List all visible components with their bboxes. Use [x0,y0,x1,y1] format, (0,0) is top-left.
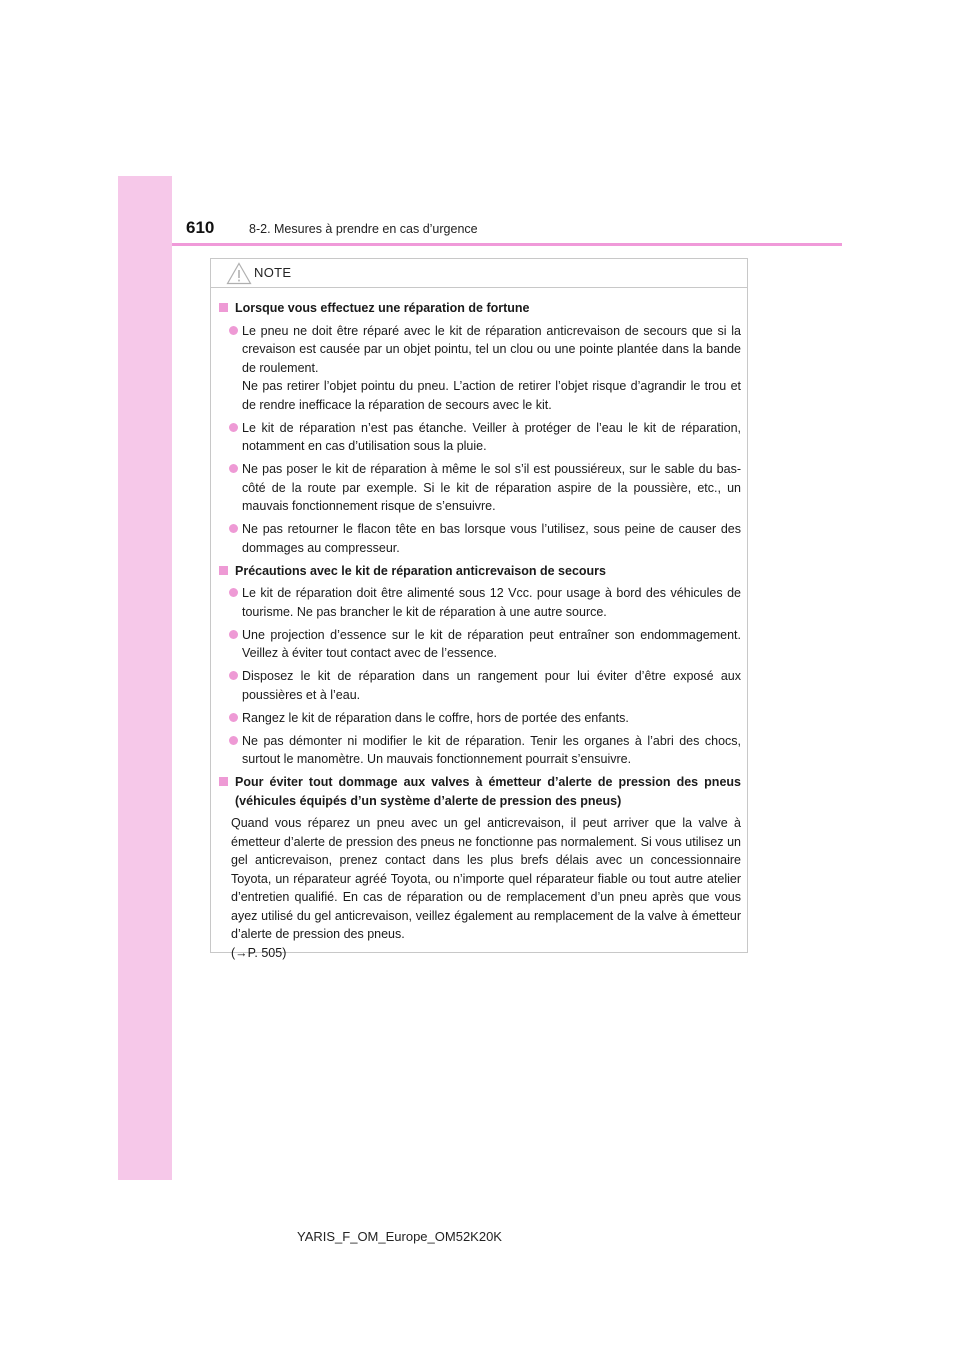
warning-triangle-icon [226,262,252,285]
round-bullet-icon [229,671,238,680]
square-bullet-icon [219,566,228,575]
list-item: Rangez le kit de réparation dans le coffre, hors de portée des enfants. [219,709,741,728]
list-item: Le kit de réparation n’est pas étanche. Veiller à protéger de l’eau le kit de réparation, notamment en cas d’utilisation sous la pluie. [219,419,741,456]
list-item: Ne pas retourner le flacon tête en bas lorsque vous l’utilisez, sous peine de causer des dommages au compresseur. [219,520,741,557]
list-item: Ne pas poser le kit de réparation à même le sol s’il est poussiéreux, sur le sable du bas-côté de la route par exemple. Si le kit de réparation aspire de la poussière, etc., un mauvais fonctionnement risque de s’ensuivre. [219,460,741,516]
page-number: 610 [186,218,215,237]
round-bullet-icon [229,464,238,473]
section-heading: Pour éviter tout dommage aux valves à émetteur d’alerte de pression des pneus (véhicules équipés d’un système d’alerte de pression des pneus) [219,773,741,810]
note-body [219,299,741,962]
section-heading: Lorsque vous effectuez une réparation de fortune [219,299,741,318]
list-item: Le pneu ne doit être réparé avec le kit de réparation anticrevaison de secours que si la crevaison est causée par un objet pointu, tel un clou ou une pointe plantée dans la bande de roulement. Ne pas retirer l’objet pointu du pneu. L’action de retirer l’objet risque d’agrandir le trou et de rendre inefficace la réparation de secours avec le kit. [219,322,741,415]
section-heading: Précautions avec le kit de réparation anticrevaison de secours [219,562,741,581]
note-box [210,258,748,960]
list-item: Le kit de réparation doit être alimenté sous 12 Vcc. pour usage à bord des véhicules de tourisme. Ne pas brancher le kit de réparation à une autre source. [219,584,741,621]
document-code: YARIS_F_OM_Europe_OM52K20K [297,1229,502,1244]
section-title: 8-2. Mesures à prendre en cas d’urgence [249,222,478,236]
round-bullet-icon [229,326,238,335]
note-label: NOTE [254,265,292,280]
round-bullet-icon [229,423,238,432]
header-rule [172,243,842,246]
side-band [118,176,172,1180]
square-bullet-icon [219,777,228,786]
list-item: Une projection d’essence sur le kit de réparation peut entraîner son endommagement. Veillez à éviter tout contact avec de l’essence. [219,626,741,663]
section-paragraph: Quand vous réparez un pneu avec un gel anticrevaison, il peut arriver que la valve à émetteur d’alerte de pression des pneus ne fonctionne pas normalement. Si vous utilisez un gel anticrevaison, prenez contact dans les plus brefs délais avec un concessionnaire Toyota, un réparateur agréé Toyota, ou n’importe quel réparateur fiable ou tout autre atelier d’entretien qualifié. En cas de réparation ou de remplacement d’un pneu après que vous ayez utilisé du gel anticrevaison, veillez également au remplacement de la valve à émetteur d’alerte de pression des pneus. (→P. 505) [219,814,741,962]
round-bullet-icon [229,630,238,639]
square-bullet-icon [219,303,228,312]
list-item: Ne pas démonter ni modifier le kit de réparation. Tenir les organes à l’abri des chocs, surtout le manomètre. Un mauvais fonctionnement pourrait s’ensuivre. [219,732,741,769]
round-bullet-icon [229,736,238,745]
round-bullet-icon [229,524,238,533]
round-bullet-icon [229,713,238,722]
list-item: Disposez le kit de réparation dans un rangement pour lui éviter d’être exposé aux poussières et à l’eau. [219,667,741,704]
round-bullet-icon [229,588,238,597]
page-reference: (→P. 505) [231,945,287,960]
note-header [211,259,747,288]
